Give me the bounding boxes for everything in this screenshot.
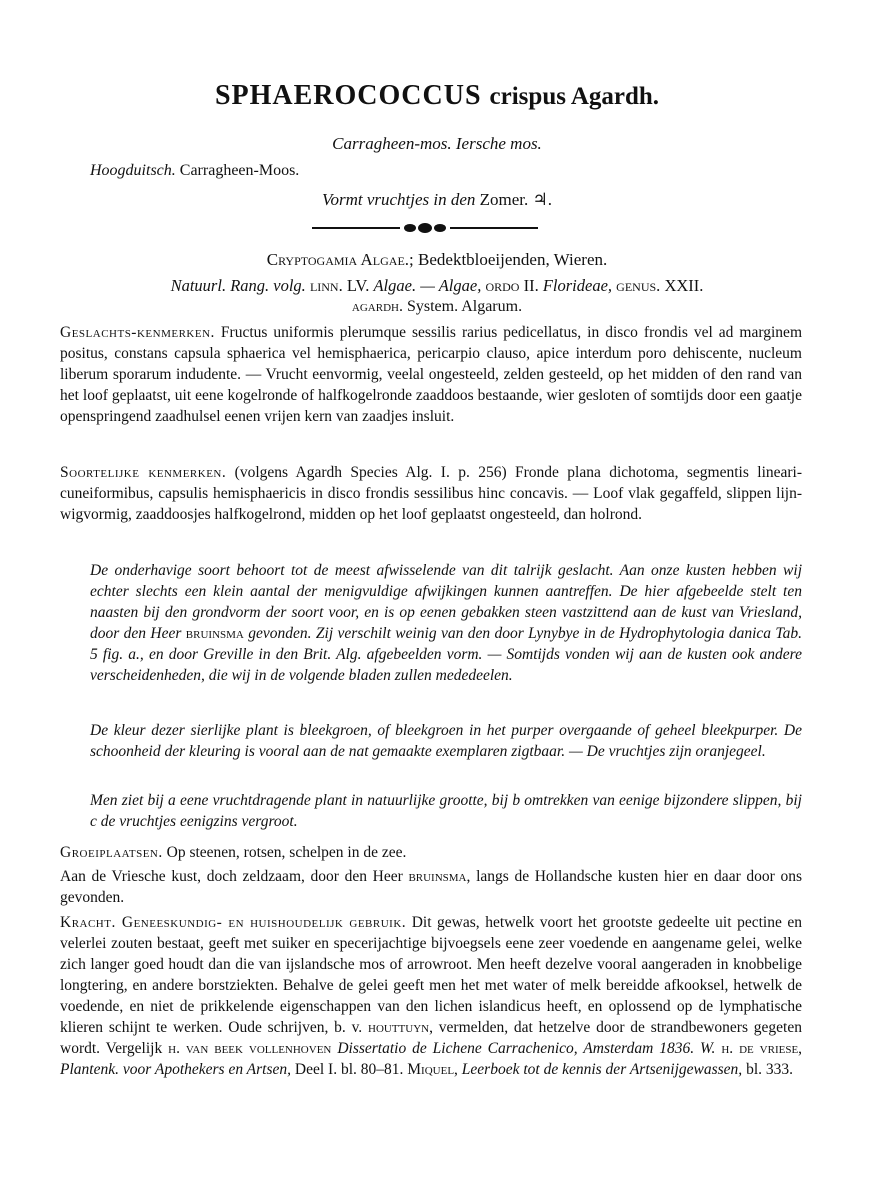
note3-text: Men ziet bij a eene vruchtdragende plant in natuurlijke grootte, bij b omtrekken van eenige bijzondere slippen, bij c de vruchtjes eenigzins vergroot. (90, 792, 802, 830)
rank-label: Natuurl. Rang. volg. (170, 276, 306, 295)
system-text: System. Algarum. (406, 298, 523, 315)
kracht-vollenhoven: h. van beek vollenhoven (168, 1040, 332, 1057)
flowering-text: Vormt vruchtjes in den (321, 190, 476, 209)
kracht-devriese: h. de vriese, (721, 1040, 803, 1057)
florideae-text: Florideae, (542, 276, 613, 295)
hoogduitsch-line (90, 162, 299, 180)
flowering-season: Zomer. (479, 190, 529, 209)
kracht-text-f: Leerboek tot de kennis der Artsenijgewassen, (461, 1061, 743, 1078)
vriesche-text-b: langs de Hollandsche kusten hier en daar door ons gevonden. (60, 868, 803, 906)
genus-name: SPHAEROCOCCUS (214, 80, 482, 111)
flowering-line (0, 190, 874, 210)
hoogduitsch-label: Hoogduitsch. (90, 162, 176, 179)
kracht-text-c: Dissertatio de Lichene Carrachenico, Amsterdam 1836. W. (337, 1040, 716, 1057)
kracht-houttuyn: houttuyn, (368, 1019, 433, 1036)
soort-paragraph (60, 462, 802, 525)
groei-paragraph (60, 842, 802, 863)
linn-label: linn. (309, 276, 343, 295)
kracht-text-b: vermelden, dat hetzelve door de strandbewoners gegeten wordt. Vergelijk (60, 1019, 802, 1057)
kracht-paragraph (60, 912, 802, 1080)
kracht-heading: Kracht. Geneeskundig- en huishoudelijk gebruik. (60, 914, 407, 931)
kracht-text-g: bl. 333. (746, 1061, 793, 1078)
kracht-text-a: Dit gewas, hetwelk voort het grootste gedeelte uit pectine en velerlei zouten bestaat, geeft met suiker en specerijachtige bijvoegsels eene zeer voedende en aangename gelei, welke zich langer goed houdt dan die van ijslandsche mos of arrowroot. Men heeft dezelve vooral aangeraden in knobbelige longtering, en andere borstziekten. Behalve de gelei geeft men het met water of melk bereidde afkooksel, hetwelk de voedende, en niet de prikkelende eigenschappen van den lichen islandicus heeft, en oplossend op de lymphatische klieren schijnt te werken. Oude schrijven, b. v. (60, 914, 802, 1036)
kracht-text-e: Deel I. bl. 80–81. (294, 1061, 404, 1078)
ordo-number: II. (523, 276, 539, 295)
algae-text: Algae. — Algae, (373, 276, 482, 295)
note1-text-b: gevonden. Zij verschilt weinig van den door Lynybye in de Hydrophytologia danica Tab. 5 fig. a., en door Greville in den Brit. Alg. afgebeelden vorm. — Somtijds vonden wij aan de kusten ook andere verscheidenheden, die wij in de volgende bladen zullen mededeelen. (90, 625, 803, 684)
page-title (0, 80, 874, 112)
note-paragraph-3 (90, 790, 802, 832)
hoogduitsch-name: Carragheen-Moos. (179, 162, 300, 179)
geslacht-paragraph (60, 322, 802, 427)
perennial-symbol: ♃. (532, 190, 553, 209)
classification-rest: Bedektbloeijenden, Wieren. (418, 250, 608, 269)
genus-number: XXII. (664, 276, 704, 295)
agardh-label: agardh. (351, 298, 403, 315)
vriesche-paragraph (60, 866, 802, 908)
soort-heading: Soortelijke kenmerken. (60, 464, 227, 481)
note2-text: De kleur dezer sierlijke plant is bleekgroen, of bleekgroen in het purper overgaande of geheel bleekpurper. De schoonheid der kleuring is vooral aan de nat gemaakte exemplaren zigtbaar. — De vruchtjes zijn oranjegeel. (90, 722, 802, 760)
note1-bruinsma: bruinsma (185, 625, 244, 642)
classification-line-1 (0, 250, 874, 270)
soort-text: (volgens Agardh Species Alg. I. p. 256) Fronde plana dichotoma, segmentis lineari-cuneiformibus, capsulis hemisphaericis in disco frondis sessilibus hinc concavis. — Loof vlak gegaffeld, slippen lijn-wigvormig, zaaddoosjes halfkogelrond, midden op het loof geplaatst ongesteeld, dan holrond. (60, 464, 803, 523)
genus-label: genus. (616, 276, 661, 295)
note-paragraph-1 (90, 560, 802, 686)
groei-text: Op steenen, rotsen, schelpen in de zee. (166, 844, 407, 861)
vriesche-text-a: Aan de Vriesche kust, doch zeldzaam, door den Heer (60, 868, 403, 885)
groei-heading: Groeiplaatsen. (60, 844, 163, 861)
species-name: crispus Agardh. (489, 83, 660, 110)
classification-head: Cryptogamia Algae.; (266, 250, 414, 269)
common-names: Carragheen-mos. Iersche mos. (332, 134, 542, 153)
note1-text-a: De onderhavige soort behoort tot de meest afwisselende van dit talrijk geslacht. Aan onze kusten hebben wij echter slechts een klein aantal der menigvuldige afwijkingen kunnen aantreffen. De hier afgebeelde stelt ten naasten bij den grondvorm der soort voor, en is op eenen gebakken steen vastzittend aan de kust van Vriesland, door den Heer (90, 562, 802, 642)
ornament-divider (310, 222, 540, 234)
ordo-label: ordo (485, 276, 520, 295)
kracht-text-d: Plantenk. voor Apothekers en Artsen, (60, 1061, 292, 1078)
geslacht-text: Fructus uniformis plerumque sessilis rarius pedicellatus, in disco frondis vel ad marginem positus, constans capsula sphaerica vel hemisphaerica, pericarpio clauso, apice interdum poro dehiscente, nucleum liberum sporarum indudente. — Vrucht eenvormig, veelal ongesteeld, zelden gesteeld, op het midden of den rand van het loof geplaatst, uit eene kogelronde of halfkogelronde zaaddoos bestaande, wier gesloten of somtijds door een gaatje openspringend zaadhulsel eenen vrijen kern van zaadjes insluit. (60, 324, 802, 425)
note-paragraph-2 (90, 720, 802, 762)
geslacht-heading: Geslachts-kenmerken. (60, 324, 215, 341)
kracht-miquel: Miquel, (407, 1061, 458, 1078)
classification-line-2 (0, 276, 874, 296)
vriesche-bruinsma: bruinsma, (408, 868, 471, 885)
linn-number: LV. (346, 276, 370, 295)
classification-line-3 (0, 298, 874, 316)
